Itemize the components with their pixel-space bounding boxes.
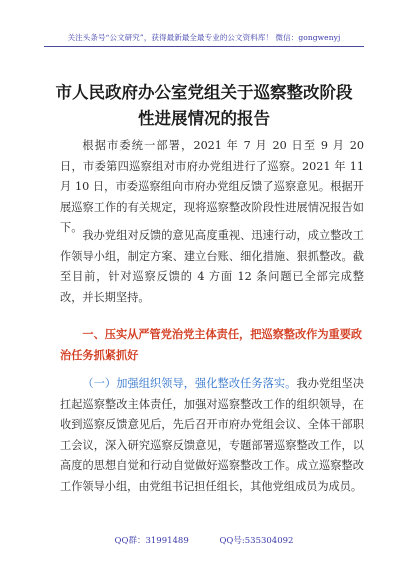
paragraph-summary: 我办党组对反馈的意见高度重视、迅速行动，成立整改工作领导小组，制定方案、建立台账、细化措施、狠抓整改。截至目前，针对巡察反馈的 4 方面 12 条问题已全部完成整改，并长期坚持。 xyxy=(60,229,364,304)
footer-qq-number: QQ号:535304092 xyxy=(219,536,294,546)
subsection-label: （一）加强组织领导，强化整改任务落实。 xyxy=(82,377,297,390)
page-header xyxy=(44,8,364,47)
paragraph-intro: 根据市委统一部署，2021 年 7 月 20 日至 9 月 20 日，市委第四巡察组对市府办党组进行了巡察。2021 年 11 月 10 日，市委巡察组向市府办党组反馈了巡察意见。根据开展巡察工作的有关规定，现将巡察整改阶段性进展情况报告如下。 xyxy=(60,139,364,234)
document-title: 市人民政府办公室党组关于巡察整改阶段性进展情况的报告 xyxy=(55,83,353,128)
header-text: 关注头条号“公文研究”，获得最新最全最专业的公文资料库！ 微信：gongwenyj xyxy=(67,33,341,42)
footer-qq-group: QQ群：31991489 xyxy=(114,536,189,546)
section-heading: 一、压实从严管党治党主体责任，把巡察整改作为重要政治任务抓紧抓好 xyxy=(60,327,363,362)
subsection-paragraph xyxy=(60,374,364,497)
subsection-body: 我办党组坚决扛起巡察整改主体责任，加强对巡察整改工作的组织领导，在收到巡察反馈意见后，先后召开市府办党组会议、全体干部职工会议，深入研究巡察反馈意见，专题部署巡察整改工作，以高度的思想自觉和行动自觉做好巡察整改工作。成立巡察整改工作领导小组，由党组书记担任组长，其他党组成员为成员。 xyxy=(60,377,364,493)
page-footer xyxy=(0,534,408,546)
